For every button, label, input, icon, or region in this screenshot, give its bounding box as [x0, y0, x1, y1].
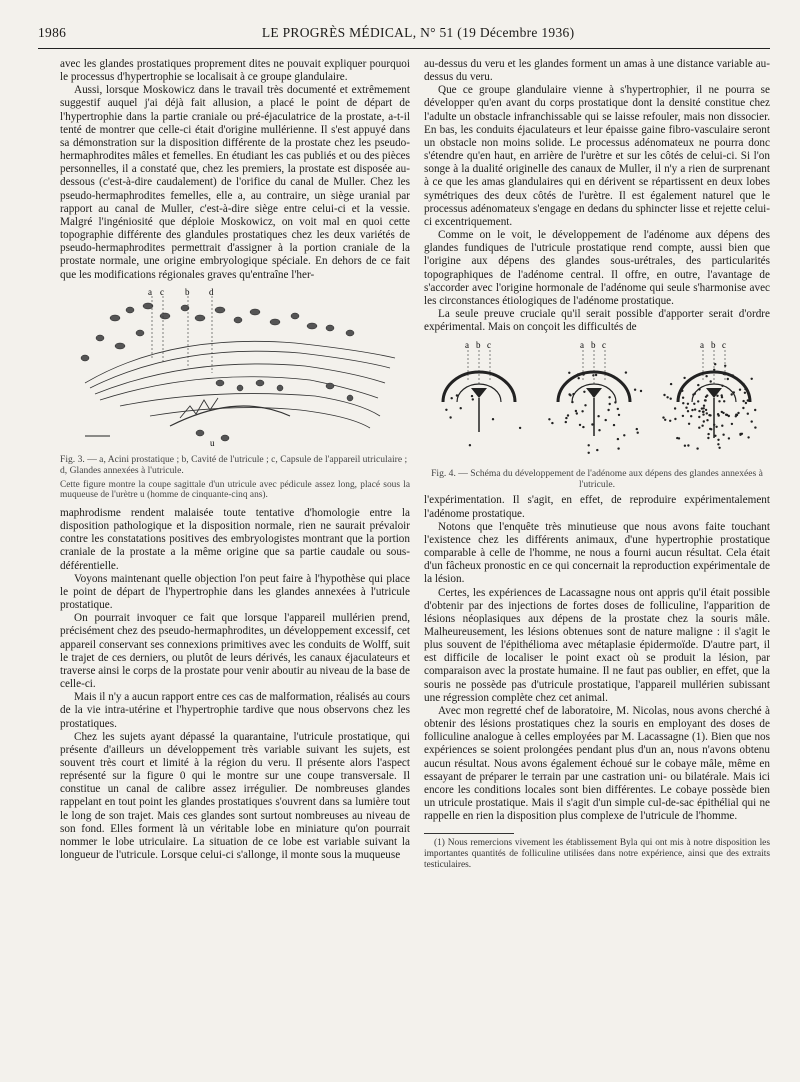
gland-dot [714, 435, 716, 437]
figure-3-illustration [60, 288, 410, 448]
paragraph: On pourrait invoquer ce fait que lorsque l'appareil mullérien prend, précisément chez des pseudo-hermaphrodites, un développement excessif, cet appareil conservant ses connexions primitives avec les conduits de Wolff, suit le trajet de ces derniers, ou plutôt de leurs dérivés, les canaux éjaculateurs et traverse ainsi le corps de la prostate pour venir aboutir au niveau de la base de celle-ci. [60, 612, 410, 691]
gland-dot [718, 447, 720, 449]
gland-dot [664, 419, 666, 421]
gland-dot [744, 392, 746, 394]
gland-dot [451, 397, 453, 399]
gland-dot [718, 400, 720, 402]
gland-dot [578, 377, 580, 379]
figure-4-label-a: a [580, 340, 584, 351]
gland-dot [575, 410, 577, 412]
gland-dot [727, 378, 729, 380]
gland-dot [704, 399, 706, 401]
gland-dot [747, 436, 749, 438]
gland-dot [702, 414, 704, 416]
page-number: 1986 [38, 25, 67, 40]
gland-dot [702, 411, 704, 413]
schema-stage-1 [443, 372, 515, 432]
figure-3-note: Cette figure montre la coupe sagittale d'un utricule avec pédicule assez long, placé sous la muqueuse de l'urètre u (homme de cinquante-cinq ans). [60, 479, 410, 501]
gland-dot [687, 410, 689, 412]
gland-dot [687, 445, 689, 447]
paragraph: avec les glandes prostatiques proprement dites ne pouvait expliquer pourquoi le processus d'hypertrophie se localisait à ce groupe glandulaire. [60, 58, 410, 84]
gland-dot [705, 409, 707, 411]
paragraph: Notons que l'enquête très minutieuse que nous avons faite touchant l'existence chez les différents animaux, d'une hypertrophie prostatique comparable à celle de l'homme, ne nous a fourni aucun résultat. Cela était d'un fâcheux pronostic en ce qui concernait la reproduction expérimentale de la lésion. [424, 520, 770, 586]
gland-dot [710, 381, 712, 383]
gland-dot [742, 383, 744, 385]
gland-acini [81, 303, 354, 441]
paragraph: Mais il n'y a aucun rapport entre ces cas de malformation, réalisés au cours de la vie intra-utérine et l'hypertrophie tardive que nous observons chez les prostatiques. [60, 691, 410, 730]
gland-dot [701, 408, 703, 410]
gland-dot [669, 420, 671, 422]
gland-dot [697, 384, 699, 386]
gland-dot [714, 363, 716, 365]
gland-dot [690, 415, 692, 417]
gland-dot [588, 452, 590, 454]
gland-dot [721, 385, 723, 387]
gland-dot [588, 444, 590, 446]
footnote-rule [424, 833, 514, 834]
gland-dot [684, 445, 686, 447]
gland-dot [551, 422, 553, 424]
figure-3-label-a: a [148, 287, 152, 297]
figure-4-label-c: c [602, 340, 606, 351]
gland-dot [698, 416, 700, 418]
gland-dot [721, 395, 723, 397]
gland-dot [728, 437, 730, 439]
right-column [424, 58, 770, 871]
gland-dot [697, 400, 699, 402]
gland-dot [698, 388, 700, 390]
gland-dot [707, 437, 709, 439]
gland-dot [568, 372, 570, 374]
gland-dot [456, 395, 458, 397]
adenoma-gland-dots [445, 363, 756, 454]
gland-dot [670, 398, 672, 400]
figure-4-illustration [424, 340, 770, 462]
gland-dot [713, 424, 715, 426]
gland-dot [445, 409, 447, 411]
gland-dot [694, 409, 696, 411]
gland-dot [716, 395, 718, 397]
figure-3-label-d: d [209, 287, 214, 297]
paragraph: La seule preuve cruciale qu'il serait possible d'apporter serait d'ordre expérimental. Mais on conçoit les difficultés de [424, 307, 770, 334]
gland-dot [706, 395, 708, 397]
gland-dot [674, 408, 676, 410]
paragraph: Chez les sujets ayant dépassé la quarantaine, l'utricule prostatique, qui présente d'ailleurs un développement très variable suivant les sujets, est souvent très court et limité à la région du veru. Il présente alors l'aspect représenté sur la figure 0 qui le montre sur une coupe transversale. Il constitue un canal de calibre assez irrégulier. De nombreuses glandes rappelant en tout point les glandes prostatiques s'ouvrent dans sa lumière tout le long de son trajet. Mais ces glandes sont surtout nombreuses au niveau de son fond. Elles forment là un véritable lobe en miniature qu'on pourrait nommer le lobe utriculaire. La situation de ce lobe est variable suivant la longueur de l'utricule. Lorsque celui-ci s'allonge, il monte sous la muqueuse [60, 730, 410, 862]
figure-4-label-b: b [711, 340, 716, 351]
gland-dot [592, 395, 594, 397]
gland-dot [751, 378, 753, 380]
figure-3-caption: Fig. 3. — a, Acini prostatique ; b, Cavité de l'utricule ; c, Capsule de l'appareil utriculaire ; d, Glandes annexées à l'utricule. [60, 453, 408, 476]
gland-dot [618, 414, 620, 416]
gland-dot [751, 421, 753, 423]
gland-dot [637, 432, 639, 434]
gland-dot [683, 377, 685, 379]
gland-dot [662, 417, 664, 419]
gland-dot [519, 427, 521, 429]
gland-dot [687, 403, 689, 405]
gland-dot [567, 415, 569, 417]
gland-dot [754, 409, 756, 411]
gland-dot [492, 418, 494, 420]
gland-dot [706, 419, 708, 421]
gland-dot [703, 405, 705, 407]
left-column [60, 58, 410, 862]
gland-dot [735, 414, 737, 416]
running-title: LE PROGRÈS MÉDICAL, N° 51 (19 Décembre 1936) [261, 25, 575, 40]
gland-dot [731, 423, 733, 425]
schema-stage-2 [558, 372, 630, 436]
gland-dot [707, 433, 709, 435]
gland-dot [745, 402, 747, 404]
figure-4-label-c: c [722, 340, 726, 351]
figure-3-label-b: b [185, 287, 190, 297]
gland-dot [471, 395, 473, 397]
gland-dot [731, 394, 733, 396]
gland-dot [608, 396, 610, 398]
gland-dot [682, 415, 684, 417]
gland-dot [737, 412, 739, 414]
gland-dot [688, 423, 690, 425]
paragraph: Aussi, lorsque Moskowicz dans le travail très documenté et extrêmement suggestif auquel j'ai déjà fait allusion, a placé le point de départ de l'hypertrophie dans la partie craniale ou pré-éjaculatrice de la prostate, a-t-il tenté de montrer que celle-ci était d'origine mullérienne. Il s'est appuyé dans sa démonstration sur la disposition différente de la prostate chez les pseudo-hermaphrodites mâles et femelles. En étudiant les cas publiés et ou des pièces personnelles, il a constaté que, chez les premiers, la prostate est disposée au-dessous (c'est-à-dire caudalement) de l'orifice du canal de Muller. Chez les pseudo-hermaphrodites femelles, elle a, au contraire, un siège uranial par rapport au canal de Muller, c'est-à-dire siège entre celui-ci et la vessie. Malgré l'ingéniosité que déploie Moskowicz, on voit mal en quoi cette topographie différente des glandules prostatiques chez les deux variétés de pseudo-hermaphrodites permettrait d'assigner à la portion craniale de la prostate normale, une origine embryologique spéciale. En dehors de ce fait que les modifications régionales graves qu'entraîne l'her- [60, 84, 410, 281]
gland-dot [605, 419, 607, 421]
gland-dot [696, 448, 698, 450]
gland-dot [568, 394, 570, 396]
utricle-section-drawing [85, 341, 395, 428]
gland-dot [693, 403, 695, 405]
gland-dot [694, 393, 696, 395]
schema-label-leaders [468, 350, 725, 386]
figure-4-caption: Fig. 4. — Schéma du développement de l'adénome aux dépens des glandes annexées à l'utricule. [431, 468, 763, 491]
gland-dot [747, 413, 749, 415]
gland-dot [682, 397, 684, 399]
gland-dot [703, 421, 705, 423]
gland-dot [723, 400, 725, 402]
gland-dot [597, 415, 599, 417]
figure-4-label-c: c [487, 340, 491, 351]
gland-dot [678, 437, 680, 439]
schema-stage-3 [678, 372, 750, 438]
gland-dot [613, 424, 615, 426]
figure-3-label-u: u [210, 437, 215, 448]
gland-dot [739, 433, 741, 435]
gland-dot [715, 426, 717, 428]
gland-dot [565, 417, 567, 419]
gland-dot [636, 428, 638, 430]
gland-dot [663, 394, 665, 396]
gland-dot [732, 375, 734, 377]
gland-dot [742, 407, 744, 409]
gland-dot [754, 427, 756, 429]
gland-dot [598, 429, 600, 431]
gland-dot [747, 400, 749, 402]
gland-dot [733, 392, 735, 394]
gland-dot [670, 383, 672, 385]
gland-dot [595, 374, 597, 376]
paragraph: maphrodisme rendent malaisée toute tentative d'homologie entre la disposition pathologique et la disposition normale, rien ne saurait prévaloir contre les constatations positives des embryologistes montrant que la portion craniale de la prostate a la même origine que sa partie caudale ou sous-déférentielle. [60, 507, 410, 572]
footnote: (1) Nous remercions vivement les établissement Byla qui ont mis à notre disposition les importantes quantités de folliculine utilisées dans notre expérience, ainsi que des extraits testiculaires. [424, 838, 770, 870]
gland-dot [722, 434, 724, 436]
figure-4-label-a: a [465, 340, 469, 351]
gland-dot [634, 389, 636, 391]
gland-dot [685, 407, 687, 409]
gland-dot [666, 396, 668, 398]
gland-dot [625, 372, 627, 374]
gland-dot [706, 412, 708, 414]
gland-dot [572, 393, 574, 395]
gland-dot [725, 414, 727, 416]
running-header [38, 18, 770, 49]
gland-dot [674, 418, 676, 420]
paragraph: Comme on le voit, le développement de l'adénome aux dépens des glandes fundiques de l'utricule prostatique rend compte, aussi bien que l'origine aux dépens des glandes sous-urétrales, des particularités topographiques de l'adénome central. Il offre, en outre, l'avantage de s'accorder avec l'origine hormonale de l'adénome qui seule s'harmonise avec les circonstances étiologiques de l'adénome prostatique. [424, 229, 770, 307]
gland-dot [617, 438, 619, 440]
gland-dot [709, 428, 711, 430]
paragraph: Certes, les expériences de Lacassagne nous ont appris qu'il était possible d'obtenir par des injections de fortes doses de folliculine, l'apparition de lésions néoplasiques aux dépens de la prostate chez la souris mâle. Malheureusement, les lésions obtenues sont de nature maligne : il s'agit le plus souvent de l'épithélioma avec métaplasie épidermoïde. D'autre part, il est difficile de localiser le point exact où se produit la lésion, par comparaison avec la prostate humaine. Il ne faut pas oublier, en effet, que la souris ne possède pas d'utricule prostatique, l'appareil mullérien subissant une régression complète chez cet animal. [424, 586, 770, 704]
paragraph: l'expérimentation. Il s'agit, en effet, de reproduire expérimentalement l'adénome prostatique. [424, 494, 770, 520]
gland-dot [617, 448, 619, 450]
gland-dot [728, 415, 730, 417]
gland-dot [582, 426, 584, 428]
gland-dot [571, 401, 573, 403]
gland-dot [581, 410, 583, 412]
gland-dot [705, 375, 707, 377]
gland-dot [617, 408, 619, 410]
gland-dot [449, 417, 451, 419]
figure-4 [424, 340, 770, 490]
gland-dot [742, 400, 744, 402]
gland-dot [723, 373, 725, 375]
gland-dot [681, 390, 683, 392]
gland-dot [548, 418, 550, 420]
gland-dot [583, 391, 585, 393]
gland-dot [472, 398, 474, 400]
paragraph: Voyons maintenant quelle objection l'on peut faire à l'hypothèse qui place le point de départ de l'hypertrophie dans les glandes annexées à l'utricule prostatique. [60, 572, 410, 612]
gland-dot [584, 404, 586, 406]
gland-dot [721, 425, 723, 427]
paragraph: Avec mon regretté chef de laboratoire, M. Nicolas, nous avons cherché à obtenir des lésions prostatiques chez la souris en employant des doses de folliculine analogue à celles employées par M. Lacassagne (1). Bien que nos expériences se soient prolongées pendant plus d'un an, nous n'avons obtenu aucun résultat. Nous avons également échoué sur le cobaye mâle, même en essayant de préparer le terrain par une castration uni- ou bilatérale. Mais ici encore les conditions locales sont bien différentes. Le cobaye possède bien un utricule prostatique. Mais il s'agit d'un simple cul-de-sac épithélial qui ne rappelle en rien la disposition plus complexe de l'utricule de l'homme. [424, 704, 770, 823]
figure-4-label-b: b [476, 340, 481, 351]
gland-dot [717, 413, 719, 415]
gland-dot [577, 374, 579, 376]
gland-dot [609, 403, 611, 405]
gland-dot [717, 439, 719, 441]
gland-dot [623, 434, 625, 436]
figure-4-label-b: b [591, 340, 596, 351]
gland-dot [739, 389, 741, 391]
gland-dot [591, 424, 593, 426]
figure-3-label-c: c [160, 287, 164, 297]
gland-dot [565, 421, 567, 423]
gland-dot [614, 401, 616, 403]
gland-dot [722, 412, 724, 414]
gland-dot [682, 402, 684, 404]
paragraph: au-dessus du veru et les glandes forment un amas à une distance variable au-dessus du veru. [424, 58, 770, 84]
gland-dot [596, 449, 598, 451]
gland-dot [701, 425, 703, 427]
gland-dot [579, 424, 581, 426]
paragraph: Que ce groupe glandulaire vienne à s'hypertrophier, il ne pourra se développer qu'en avant du corps prostatique dont la densité constitue chez l'adulte un obstacle infranchissable qui se laisse refouler, mais non dissocier. En bas, les conduits éjaculateurs et leur épaisse gaine fibro-vasculaire seront un obstacle non moins solide. Le processus adénomateux ne pourra donc s'étendre qu'en haut, en arrière de l'urètre et sur les côtés de celui-ci. Si l'on songe à la dualité originelle des canaux de Muller, il n'y a rien de surprenant à ce que les amas glandulaires qui en dérivent se répartissent en deux lobes symétriques des deux côtés de l'urètre. Il est également naturel que le processus adénomateux s'engage en dedans du sphincter lisse et rejette celui-ci excentriquement. [424, 84, 770, 228]
gland-dot [698, 427, 700, 429]
gland-dot [744, 388, 746, 390]
gland-dot [460, 407, 462, 409]
gland-dot [640, 390, 642, 392]
gland-dot [691, 409, 693, 411]
figure-3 [60, 288, 410, 476]
gland-dot [717, 443, 719, 445]
gland-dot [607, 409, 609, 411]
gland-dot [698, 410, 700, 412]
gland-dot [576, 413, 578, 415]
gland-dot [469, 444, 471, 446]
figure-4-label-a: a [700, 340, 704, 351]
gland-dot [708, 414, 710, 416]
